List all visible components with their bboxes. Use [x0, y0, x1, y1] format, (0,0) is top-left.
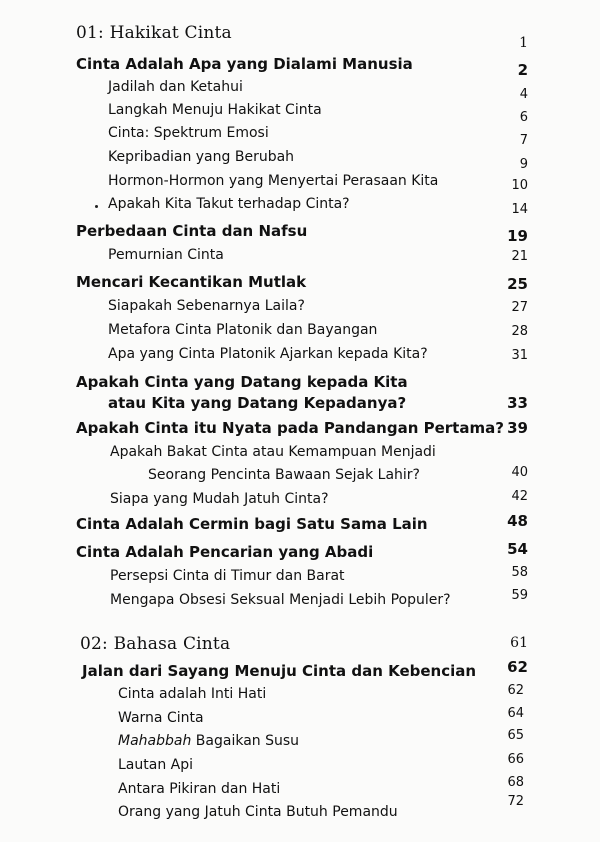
- subsection-entry: [0, 243, 600, 267]
- page-number: 65: [507, 728, 524, 743]
- subsection-title: Mengapa Obsesi Seksual Menjadi Lebih Populer?: [110, 592, 451, 608]
- section-heading: [0, 416, 600, 440]
- page-number: 61: [510, 635, 528, 651]
- subsection-title: Kepribadian yang Berubah: [108, 149, 295, 165]
- subsection-title: Persepsi Cinta di Timur dan Barat: [110, 568, 345, 584]
- page-number: 59: [511, 588, 528, 603]
- section-title: Apakah Cinta yang Datang kepada Kita: [76, 373, 408, 391]
- page-number: 62: [507, 658, 528, 676]
- subsection-entry: [0, 98, 600, 125]
- section-title: Mencari Kecantikan Mutlak: [76, 273, 307, 291]
- page-number: 27: [511, 300, 528, 315]
- page-number: 39: [507, 419, 528, 437]
- page-number: 28: [511, 324, 528, 339]
- subsection-entry: [0, 463, 600, 487]
- subsection-title: Metafora Cinta Platonik dan Bayangan: [108, 322, 378, 338]
- subsection-entry: [0, 588, 600, 612]
- subsection-title: Cinta: Spektrum Emosi: [108, 125, 269, 141]
- chapter-title: 02: Bahasa Cinta: [80, 634, 231, 654]
- subsection-title: Apa yang Cinta Platonik Ajarkan kepada Kita?: [108, 346, 428, 362]
- subsection-title: Pemurnian Cinta: [108, 247, 224, 263]
- page-number: 25: [507, 275, 528, 293]
- page-number: 19: [507, 227, 528, 245]
- page-number: 42: [511, 489, 528, 504]
- section-heading: [0, 270, 600, 294]
- page-number: 54: [507, 540, 528, 558]
- section-title: Perbedaan Cinta dan Nafsu: [76, 222, 308, 240]
- page-number: 6: [519, 110, 528, 125]
- subsection-title: Cinta adalah Inti Hati: [118, 686, 267, 702]
- arabic-term: Mahabbah: [118, 733, 192, 749]
- subsection-title: Apakah Bakat Cinta atau Kemampuan Menjadi: [110, 444, 436, 460]
- section-title: Cinta Adalah Apa yang Dialami Manusia: [76, 55, 413, 73]
- subsection-entry: [0, 145, 600, 172]
- subsection-title: Antara Pikiran dan Hati: [118, 781, 281, 797]
- section-heading: [0, 219, 600, 243]
- page-number: 2: [517, 61, 528, 79]
- page-number: 40: [511, 465, 528, 480]
- subsection-entry: [0, 342, 600, 366]
- subsection-title: Langkah Menuju Hakikat Cinta: [108, 102, 322, 118]
- subsection-title: Siapakah Sebenarnya Laila?: [108, 298, 305, 314]
- subsection-title-rest: Bagaikan Susu: [195, 733, 300, 749]
- section-title: Apakah Cinta itu Nyata pada Pandangan Pertama?: [76, 419, 504, 437]
- subsection-title: Hormon-Hormon yang Menyertai Perasaan Kita: [108, 173, 439, 189]
- subsection-entry: [0, 75, 600, 102]
- chapter-heading: [0, 21, 600, 51]
- section-title: Jalan dari Sayang Menuju Cinta dan Kebencian: [82, 662, 477, 680]
- subsection-entry: [0, 169, 600, 193]
- subsection-title: Siapa yang Mudah Jatuh Cinta?: [110, 491, 329, 507]
- page-number: 4: [519, 87, 528, 102]
- section-title: Cinta Adalah Pencarian yang Abadi: [76, 543, 374, 561]
- subsection-title: Jadilah dan Ketahui: [108, 79, 243, 95]
- subsection-entry: [0, 192, 600, 216]
- chapter-title: 01: Hakikat Cinta: [76, 23, 232, 43]
- section-title: Cinta Adalah Cermin bagi Satu Sama Lain: [76, 515, 428, 533]
- subsection-title: [118, 729, 299, 753]
- subsection-entry: [0, 294, 600, 318]
- subsection-entry: [0, 121, 600, 148]
- section-heading: [0, 391, 600, 415]
- section-heading: [0, 52, 600, 79]
- chapter-heading: [0, 632, 600, 656]
- section-title: atau Kita yang Datang Kepadanya?: [108, 394, 407, 412]
- page-number: 21: [511, 249, 528, 264]
- page-number: 68: [507, 775, 524, 790]
- subsection-title: Orang yang Jatuh Cinta Butuh Pemandu: [118, 804, 398, 820]
- page-number: 64: [507, 706, 524, 721]
- subsection-title: Lautan Api: [118, 757, 193, 773]
- page-number: 33: [507, 394, 528, 412]
- subsection-title: Warna Cinta: [118, 710, 204, 726]
- page-number: 10: [511, 178, 528, 193]
- subsection-title: Seorang Pencinta Bawaan Sejak Lahir?: [148, 467, 420, 483]
- page-number: 9: [519, 157, 528, 172]
- page-number: 66: [507, 752, 524, 767]
- page-number: 31: [511, 348, 528, 363]
- page-number: 62: [507, 683, 524, 698]
- section-heading: [0, 512, 600, 536]
- subsection-entry: [0, 318, 600, 342]
- subsection-entry: [0, 487, 600, 511]
- subsection-entry: [0, 794, 600, 824]
- page-number: 48: [507, 512, 528, 530]
- page-number: 72: [507, 794, 524, 809]
- page-number: 1: [519, 35, 528, 51]
- page-number: 14: [511, 202, 528, 217]
- page-number: 58: [511, 565, 528, 580]
- page-number: 7: [519, 133, 528, 148]
- subsection-title: Apakah Kita Takut terhadap Cinta?: [108, 196, 350, 212]
